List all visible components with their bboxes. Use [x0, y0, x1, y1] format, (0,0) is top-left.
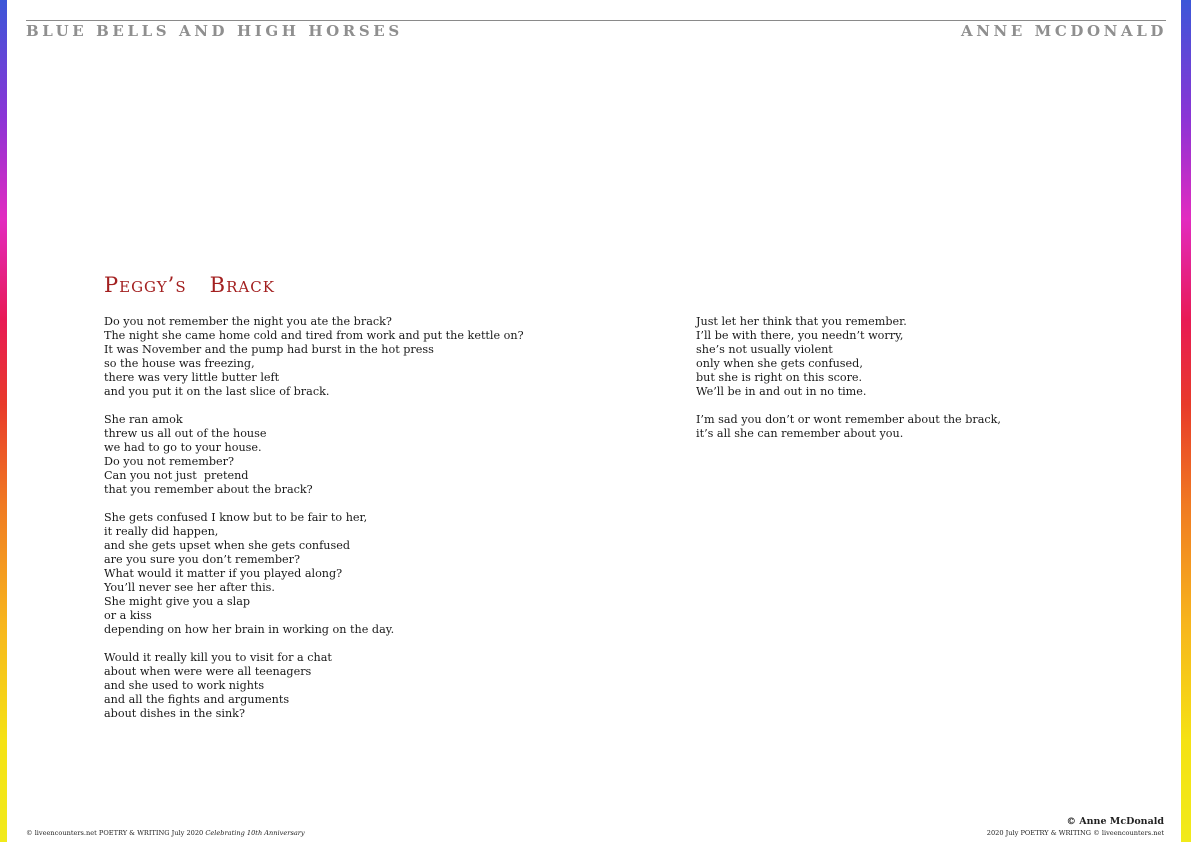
poem-line: I’m sad you don’t or wont remember about the brack,	[696, 413, 1001, 426]
poem-line: and all the fights and arguments	[104, 693, 290, 706]
footer-right-text: 2020 July POETRY & WRITING © liveencounters.net	[986, 829, 1164, 837]
poem-line: are you sure you don’t remember?	[104, 553, 300, 566]
poem-line: We’ll be in and out in no time.	[696, 385, 867, 398]
poem-line: it’s all she can remember about you.	[696, 427, 904, 440]
poem-line: and you put it on the last slice of brack.	[104, 385, 330, 398]
stanza	[104, 315, 624, 399]
poem-line: It was November and the pump had burst in the hot press	[104, 343, 434, 356]
poem-line: Can you not just pretend	[104, 469, 249, 482]
poem-line: She gets confused I know but to be fair to her,	[104, 511, 368, 524]
stanza	[696, 413, 1136, 441]
poem-line: Would it really kill you to visit for a chat	[104, 651, 332, 664]
poem-right-column	[696, 315, 1136, 455]
poem-line: What would it matter if you played along?	[104, 567, 343, 580]
publication-title: BLUE BELLS AND HIGH HORSES	[26, 22, 403, 40]
poem-line: Just let her think that you remember.	[696, 315, 907, 328]
poem-line: She might give you a slap	[104, 595, 251, 608]
poem-line: about dishes in the sink?	[104, 707, 245, 720]
stanza	[104, 651, 624, 721]
poem-line: and she gets upset when she gets confused	[104, 539, 351, 552]
poem-left-column	[104, 315, 624, 735]
footer-left	[26, 829, 305, 837]
poem-line: that you remember about the brack?	[104, 483, 313, 496]
poem-line: You’ll never see her after this.	[104, 581, 275, 594]
stanza	[104, 413, 624, 497]
poem-line: there was very little butter left	[104, 371, 280, 384]
poem-line: but she is right on this score.	[696, 371, 863, 384]
poem-line: about when were were all teenagers	[104, 665, 312, 678]
poem-line: and she used to work nights	[104, 679, 265, 692]
stanza	[696, 315, 1136, 399]
poem-line: The night she came home cold and tired from work and put the kettle on?	[104, 329, 524, 342]
poem-line: only when she gets confused,	[696, 357, 863, 370]
decorative-left-edge	[0, 0, 7, 842]
poem-line: or a kiss	[104, 609, 152, 622]
poem-line: threw us all out of the house	[104, 427, 267, 440]
poem-line: we had to go to your house.	[104, 441, 262, 454]
footer-copyright-name: © Anne McDonald	[1066, 816, 1164, 827]
poem-line: I’ll be with there, you needn’t worry,	[696, 329, 904, 342]
author-name-header: ANNE MCDONALD	[960, 22, 1167, 40]
poem-line: it really did happen,	[104, 525, 219, 538]
footer-left-italic: Celebrating 10th Anniversary	[205, 829, 305, 837]
decorative-right-edge	[1181, 0, 1191, 842]
poem-line: depending on how her brain in working on the day.	[104, 623, 395, 636]
poem-line: She ran amok	[104, 413, 183, 426]
poem-line: so the house was freezing,	[104, 357, 255, 370]
stanza	[104, 511, 624, 637]
poem-title: Peggy’s Brack	[104, 273, 275, 297]
footer-left-text: © liveencounters.net POETRY & WRITING July 2020	[26, 829, 206, 837]
poem-line: Do you not remember?	[104, 455, 235, 468]
poem-line: Do you not remember the night you ate the brack?	[104, 315, 392, 328]
header-rule	[26, 20, 1166, 21]
poem-line: she’s not usually violent	[696, 343, 833, 356]
